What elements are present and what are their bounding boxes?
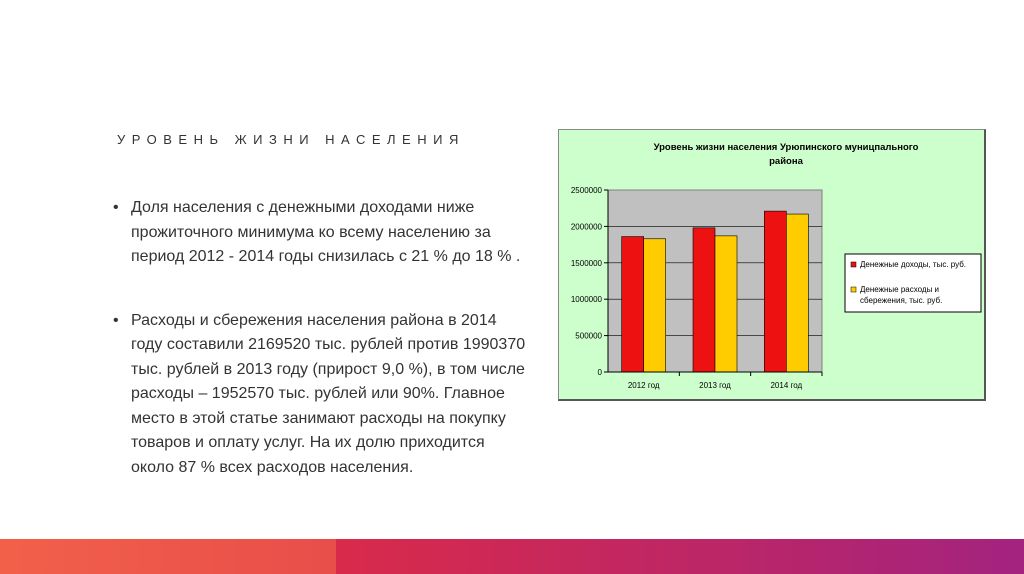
bullet-expenses: • Расходы и сбережения населения района в 2014 году составили 2169520 тыс. рублей против 1990370 тыс. рублей в 2013 году (прирост 9,0 %), в том числе расходы – 1952570 тыс. рублей или 90%. Главное место в этой статье занимают расходы на покупку товаров и оплату услуг. На их долю приходится около 87 % всех расходов населения. [112,309,532,481]
bar-expenses-1 [644,239,666,372]
y-tick-labels [571,186,603,377]
bar-expenses-2 [715,236,737,372]
legend-swatch-expenses [851,287,856,292]
bullet-list [112,196,532,480]
legend-label-income: Денежные доходы, тыс. руб. [860,260,967,269]
x-tick-labels [628,372,822,390]
chart-title-line-1: Уровень жизни населения Урюпинского муницпального [653,142,919,153]
chart-svg [559,130,987,402]
y-tick-label: 0 [597,368,602,377]
bottom-bar-right [336,539,1024,574]
x-tick-label: 2014 год [770,381,803,390]
y-tick-label: 1500000 [570,258,602,268]
bottom-bar-left [0,539,336,574]
y-tick-label: 2500000 [570,186,602,195]
bullet-income-share: • Доля населения с денежными доходами ниже прожиточного минимума ко всему населению за период 2012 - 2014 годы снизилась с 21 % до 18 % . [112,196,532,270]
chart-title-line-2: района [769,156,803,167]
legend-label-expenses-line-1: Денежные расходы и [860,285,940,294]
bar-income-2 [693,228,715,372]
bar-income-1 [622,237,644,372]
y-tick-label: 2000000 [570,222,602,232]
bar-income-3 [764,211,786,372]
legend-swatch-income [851,262,856,267]
x-tick-label: 2012 год [627,381,660,390]
y-tick-label: 500000 [575,331,602,341]
x-tick-label: 2013 год [699,381,731,390]
bar-expenses-3 [786,214,808,372]
y-tick-label: 1000000 [570,295,602,305]
legend-label-expenses-line-2: сбережения, тыс. руб. [860,296,943,305]
living-standard-chart [558,129,986,401]
slide-title: УРОВЕНЬ ЖИЗНИ НАСЕЛЕНИЯ [117,132,465,147]
bottom-accent-bar [0,539,1024,574]
